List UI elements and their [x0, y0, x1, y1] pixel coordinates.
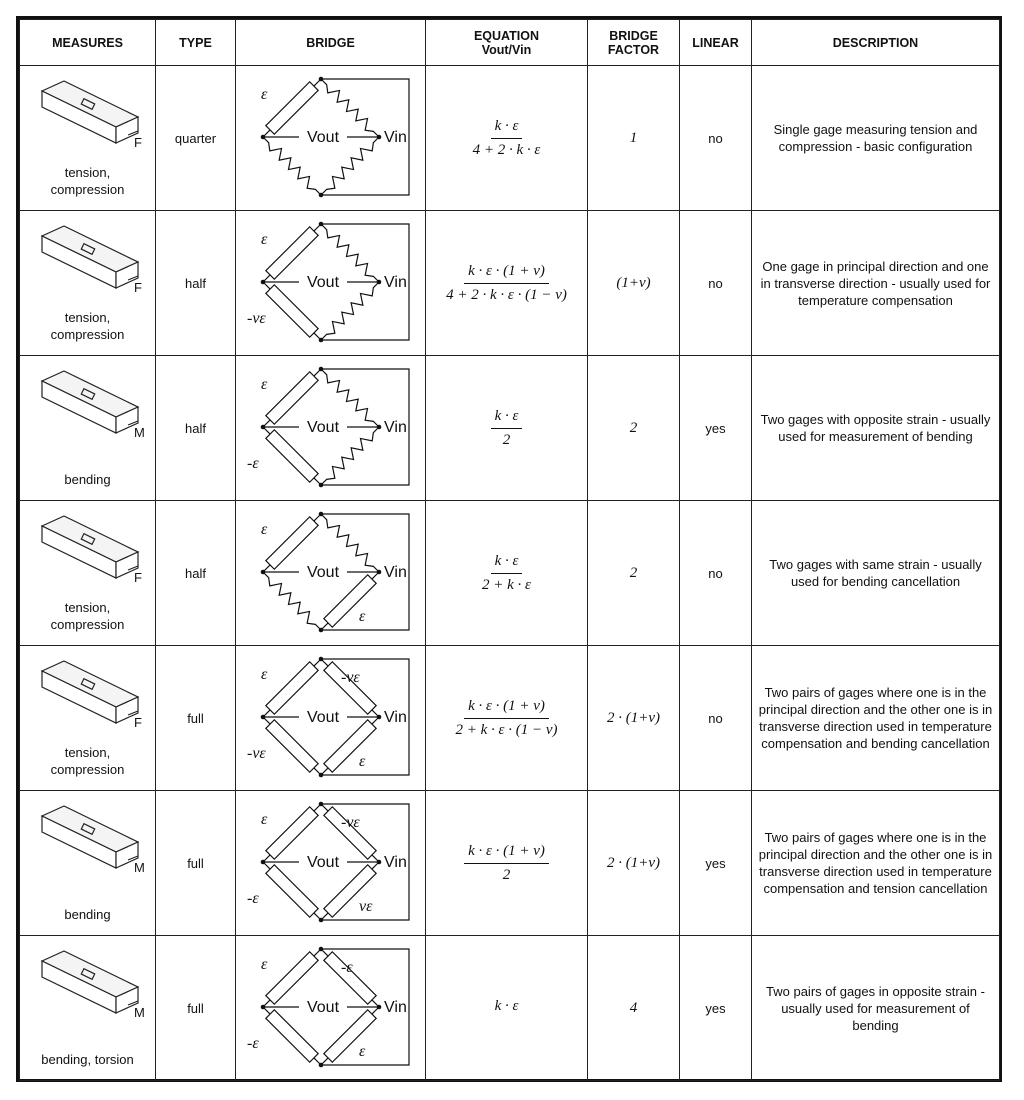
wheatstone-bridge-diagram — [243, 72, 419, 202]
bridge-cell — [236, 356, 426, 501]
bridge-factor-cell: (1+ν) — [588, 211, 680, 356]
node-right — [376, 134, 381, 139]
header-equation-line1: EQUATION — [473, 28, 540, 43]
equation-fraction — [442, 263, 571, 304]
measures-cell — [20, 211, 156, 356]
vout-label: Vout — [306, 998, 339, 1016]
table-row — [20, 646, 1000, 791]
equation-numerator: k · ε · (1 + ν) — [464, 843, 549, 864]
measure-label-line1: tension, — [64, 599, 111, 615]
vin-label: Vin — [383, 418, 407, 436]
load-symbol: F — [134, 279, 142, 295]
strain-gage-bridge-table — [19, 19, 1000, 1081]
node-left — [260, 714, 265, 719]
linear-cell: no — [680, 66, 752, 211]
bridge-cell — [236, 646, 426, 791]
measure-label — [20, 906, 155, 923]
gage-label-top-left: ε — [260, 375, 267, 393]
node-top — [318, 76, 323, 81]
node-right — [376, 424, 381, 429]
equation-numerator: k · ε — [491, 408, 523, 429]
vout-label: Vout — [306, 853, 339, 871]
gage-label-top-left: ε — [260, 810, 267, 828]
equation-cell — [426, 501, 588, 646]
measures-cell — [20, 356, 156, 501]
description-cell: Two gages with opposite strain - usually used for measurement of bending — [752, 356, 1000, 501]
linear-cell: no — [680, 211, 752, 356]
load-symbol: M — [134, 1004, 145, 1020]
equation-denominator: 2 + k · ε — [482, 576, 531, 593]
node-right — [376, 714, 381, 719]
measure-label-line2: compression — [50, 181, 125, 197]
vin-label: Vin — [383, 128, 407, 146]
equation-denominator: 2 — [502, 431, 511, 448]
specimen-beam-illustration — [34, 802, 145, 875]
measure-label — [20, 599, 155, 633]
equation-cell — [426, 211, 588, 356]
measure-label-line2: compression — [50, 616, 125, 632]
node-bottom — [318, 917, 323, 922]
strain-gage-element — [265, 719, 317, 771]
vin-label: Vin — [383, 853, 407, 871]
node-bottom — [318, 772, 323, 777]
equation-cell — [426, 356, 588, 501]
gage-label-top-left: ε — [260, 665, 267, 683]
bridge-cell — [236, 936, 426, 1081]
measures-cell — [20, 501, 156, 646]
node-bottom — [318, 627, 323, 632]
table-row — [20, 356, 1000, 501]
header-type: TYPE — [156, 20, 236, 66]
measure-label-line1: tension, — [64, 164, 111, 180]
description-cell: Two pairs of gages where one is in the principal direction and the other one is in transverse direction used in temperature compensation and bending cancellation — [752, 646, 1000, 791]
table-row — [20, 936, 1000, 1081]
node-bottom — [318, 192, 323, 197]
bridge-cell — [236, 501, 426, 646]
gage-label-bottom-right: νε — [358, 897, 372, 915]
bridge-factor-cell: 2 · (1+ν) — [588, 646, 680, 791]
specimen-beam-illustration — [34, 657, 142, 729]
node-top — [318, 366, 323, 371]
strain-gage-element — [323, 1009, 375, 1061]
load-symbol: M — [134, 859, 145, 875]
equation-cell — [426, 936, 588, 1081]
specimen-beam-illustration — [34, 77, 142, 149]
description-cell: Two gages with same strain - usually used for bending cancellation — [752, 501, 1000, 646]
node-top — [318, 946, 323, 951]
node-right — [376, 569, 381, 574]
gage-label-bottom-right: ε — [358, 607, 365, 625]
wheatstone-bridge-diagram — [243, 507, 419, 637]
node-right — [376, 859, 381, 864]
node-left — [260, 134, 265, 139]
node-top — [318, 221, 323, 226]
header-linear: LINEAR — [680, 20, 752, 66]
equation-numerator: k · ε — [491, 118, 523, 139]
bridge-factor-cell: 2 — [588, 501, 680, 646]
measure-label-line1: bending — [64, 471, 111, 487]
linear-cell: yes — [680, 791, 752, 936]
node-bottom — [318, 1062, 323, 1067]
equation-fraction — [469, 118, 545, 159]
header-equation-line2: Vout/Vin — [481, 42, 532, 57]
header-description: DESCRIPTION — [752, 20, 1000, 66]
wheatstone-bridge-diagram — [243, 797, 419, 927]
vout-label: Vout — [306, 708, 339, 726]
node-left — [260, 859, 265, 864]
specimen-beam-illustration — [34, 512, 142, 584]
type-cell: full — [156, 646, 236, 791]
load-symbol: F — [134, 134, 142, 150]
gage-label-bottom-left: -ε — [246, 889, 259, 907]
header-bridge-factor-line1: BRIDGE — [609, 28, 658, 43]
description-cell: Two pairs of gages in opposite strain - usually used for measurement of bending — [752, 936, 1000, 1081]
gage-label-top-right: -νε — [340, 668, 360, 686]
strain-gage-element — [265, 1009, 317, 1061]
bridge-cell — [236, 211, 426, 356]
equation-numerator: k · ε — [494, 998, 519, 1014]
equation-denominator: 4 + 2 · k · ε — [472, 141, 541, 158]
table-row — [20, 66, 1000, 211]
equation-fraction — [464, 843, 549, 884]
gage-label-top-right: -νε — [340, 813, 360, 831]
equation-cell — [426, 791, 588, 936]
linear-cell: no — [680, 501, 752, 646]
strain-gage-element — [265, 371, 317, 423]
type-cell: quarter — [156, 66, 236, 211]
bridge-factor-cell: 1 — [588, 66, 680, 211]
bridge-factor-cell: 4 — [588, 936, 680, 1081]
linear-cell: yes — [680, 356, 752, 501]
node-bottom — [318, 482, 323, 487]
linear-cell: no — [680, 646, 752, 791]
bridge-factor-cell: 2 · (1+ν) — [588, 791, 680, 936]
measures-cell — [20, 66, 156, 211]
table-body — [20, 66, 1000, 1081]
strain-gage-element — [265, 951, 317, 1003]
equation-cell — [426, 66, 588, 211]
gage-label-bottom-left: -ε — [246, 1034, 259, 1052]
vout-label: Vout — [306, 563, 339, 581]
measure-label-line1: tension, — [64, 309, 111, 325]
measures-cell — [20, 936, 156, 1081]
measure-label — [20, 164, 155, 198]
specimen-beam-illustration — [34, 947, 145, 1020]
measure-label-line1: tension, — [64, 744, 111, 760]
strain-gage-element — [265, 81, 317, 133]
gage-label-top-left: ε — [260, 520, 267, 538]
measures-cell — [20, 791, 156, 936]
measure-label-line2: compression — [50, 326, 125, 342]
description-cell: Single gage measuring tension and compression - basic configuration — [752, 66, 1000, 211]
equation-denominator: 2 — [502, 866, 511, 883]
description-cell: Two pairs of gages where one is in the principal direction and the other one is in transverse direction used in temperature compensation and tension cancellation — [752, 791, 1000, 936]
strain-gage-element — [265, 516, 317, 568]
strain-gage-element — [265, 226, 317, 278]
equation-denominator: 2 + k · ε · (1 − ν) — [455, 721, 558, 738]
gage-label-bottom-right: ε — [358, 1042, 365, 1060]
equation-denominator: 4 + 2 · k · ε · (1 − ν) — [446, 286, 567, 303]
load-symbol: F — [134, 569, 142, 585]
vin-label: Vin — [383, 563, 407, 581]
header-bridge-factor — [588, 20, 680, 66]
header-equation — [426, 20, 588, 66]
gage-label-bottom-left: -ε — [246, 454, 259, 472]
node-right — [376, 1004, 381, 1009]
strain-gage-element — [265, 661, 317, 713]
measures-cell — [20, 646, 156, 791]
gage-label-bottom-left: -νε — [246, 744, 266, 762]
gage-label-top-left: ε — [260, 230, 267, 248]
vin-label: Vin — [383, 273, 407, 291]
type-cell: half — [156, 356, 236, 501]
vin-label: Vin — [383, 708, 407, 726]
equation-fraction — [452, 698, 562, 739]
strain-gage-element — [323, 719, 375, 771]
equation-numerator: k · ε · (1 + ν) — [464, 698, 549, 719]
specimen-beam-illustration — [34, 222, 142, 294]
bridge-cell — [236, 791, 426, 936]
bridge-factor-cell: 2 — [588, 356, 680, 501]
bridge-cell — [236, 66, 426, 211]
equation-numerator: k · ε — [491, 553, 523, 574]
node-bottom — [318, 337, 323, 342]
gage-label-top-left: ε — [260, 955, 267, 973]
type-cell: half — [156, 501, 236, 646]
equation-numerator: k · ε · (1 + ν) — [464, 263, 549, 284]
header-bridge-factor-line2: FACTOR — [607, 42, 660, 57]
load-symbol: F — [134, 714, 142, 730]
load-symbol: M — [134, 424, 145, 440]
table-row — [20, 791, 1000, 936]
node-left — [260, 279, 265, 284]
gage-label-bottom-left: -νε — [246, 309, 266, 327]
node-top — [318, 511, 323, 516]
type-cell: full — [156, 791, 236, 936]
description-cell: One gage in principal direction and one in transverse direction - usually used for temperature compensation — [752, 211, 1000, 356]
table-row — [20, 501, 1000, 646]
wheatstone-bridge-diagram — [243, 652, 419, 782]
header-measures: MEASURES — [20, 20, 156, 66]
measure-label-line2: compression — [50, 761, 125, 777]
measure-label-line1: bending, torsion — [41, 1051, 134, 1067]
node-top — [318, 656, 323, 661]
strain-gage-bridge-table-frame — [16, 16, 1002, 1082]
vout-label: Vout — [306, 273, 339, 291]
gage-label-top-left: ε — [260, 85, 267, 103]
vout-label: Vout — [306, 418, 339, 436]
wheatstone-bridge-diagram — [243, 942, 419, 1072]
linear-cell: yes — [680, 936, 752, 1081]
vout-label: Vout — [306, 128, 339, 146]
node-left — [260, 569, 265, 574]
node-left — [260, 424, 265, 429]
strain-gage-element — [265, 864, 317, 916]
wheatstone-bridge-diagram — [243, 362, 419, 492]
vin-label: Vin — [383, 998, 407, 1016]
measure-label — [20, 471, 155, 488]
header-bridge: BRIDGE — [236, 20, 426, 66]
type-cell: half — [156, 211, 236, 356]
equation-cell — [426, 646, 588, 791]
strain-gage-element — [323, 574, 375, 626]
gage-label-top-right: -ε — [340, 958, 353, 976]
node-left — [260, 1004, 265, 1009]
node-top — [318, 801, 323, 806]
strain-gage-element — [265, 806, 317, 858]
equation-fraction — [478, 553, 535, 594]
specimen-beam-illustration — [34, 367, 145, 440]
measure-label-line1: bending — [64, 906, 111, 922]
type-cell: full — [156, 936, 236, 1081]
strain-gage-element — [265, 429, 317, 481]
equation-fraction — [491, 998, 523, 1018]
header-row — [20, 20, 1000, 66]
measure-label — [20, 309, 155, 343]
equation-fraction — [491, 408, 523, 449]
wheatstone-bridge-diagram — [243, 217, 419, 347]
measure-label — [20, 744, 155, 778]
gage-label-bottom-right: ε — [358, 752, 365, 770]
strain-gage-element — [265, 284, 317, 336]
table-row — [20, 211, 1000, 356]
node-right — [376, 279, 381, 284]
measure-label — [20, 1051, 155, 1068]
